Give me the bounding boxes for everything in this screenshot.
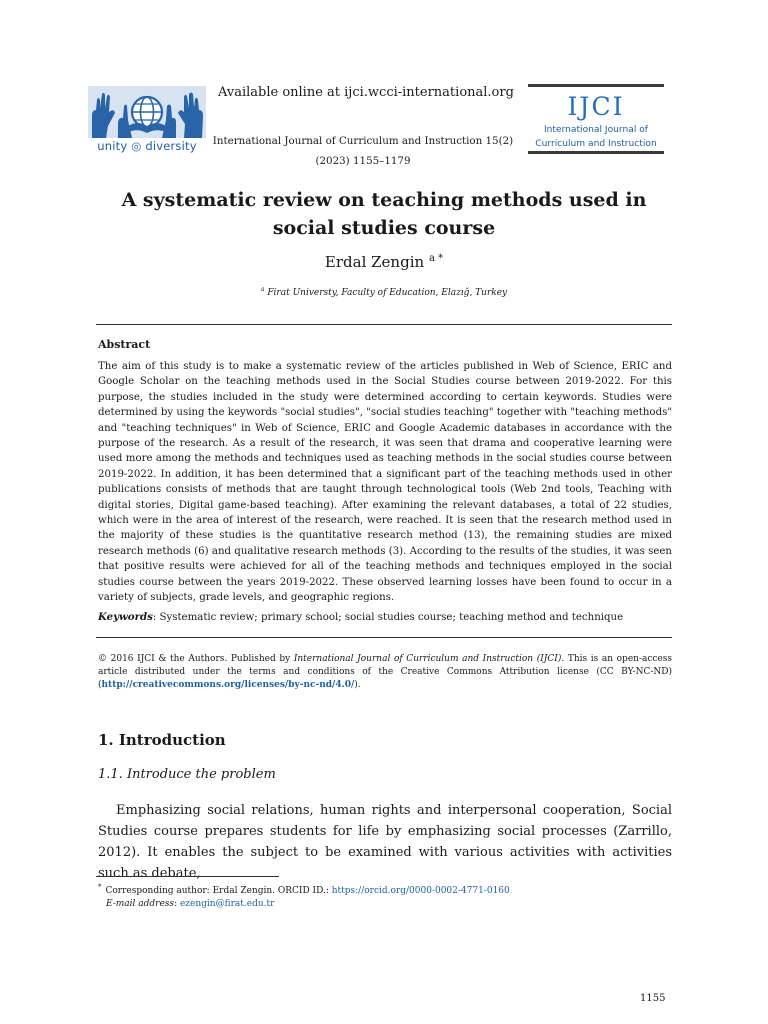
journal-citation: [208, 131, 518, 171]
divider-bottom: [96, 637, 672, 638]
license-middle: . This is an open-access article distributed under the terms and conditions of the Creative Commons Attribution license (CC BY-NC-ND) (: [98, 654, 672, 691]
journal-citation-line2: (2023) 1155–1179: [315, 155, 411, 167]
available-online-text: Available online at ijci.wcci-international.org: [218, 85, 514, 100]
section-heading-introduction: 1. Introduction: [98, 731, 226, 749]
license-journal: International Journal of Curriculum and Instruction (IJCI): [293, 654, 562, 664]
license-link[interactable]: http://creativecommons.org/licenses/by-nc-nd/4.0/: [101, 680, 355, 691]
unity-diversity-logo: [88, 86, 206, 156]
ijci-logo: [528, 84, 664, 154]
ijci-bottom-rule: [528, 151, 664, 154]
footnote-rule: [96, 876, 279, 877]
paper-title: [96, 186, 672, 242]
paper-title-line2: social studies course: [272, 217, 496, 239]
footnote-mark: *: [98, 883, 102, 891]
footnote: [98, 881, 672, 911]
license-statement: [98, 653, 672, 693]
orcid-link[interactable]: https://orcid.org/0000-0002-4771-0160: [331, 886, 510, 896]
divider-top: [96, 324, 672, 325]
abstract-heading: Abstract: [98, 338, 151, 351]
author-marks: a *: [428, 253, 444, 264]
license-suffix: ).: [354, 680, 361, 691]
logo-caption: unity ◎ diversity: [97, 139, 197, 153]
email-sep: :: [174, 899, 180, 909]
journal-citation-line1: International Journal of Curriculum and Instruction 15(2): [212, 135, 514, 147]
affiliation: [96, 286, 672, 298]
ijci-top-rule: [528, 84, 664, 87]
keywords-label: Keywords: [98, 611, 153, 623]
footnote-email: [98, 898, 672, 911]
license-prefix: © 2016 IJCI & the Authors. Published by: [98, 654, 294, 664]
abstract-body: The aim of this study is to make a systematic review of the articles published in Web of Science, ERIC and Google Scholar on the teaching methods used in the Social Studies course between 2019-2022. For this purpose, the studies included in the study were determined according to certain keywords. Studies were determined by using the keywords "social studies", "social studies teaching" together with "teaching methods" and "teaching techniques" in Web of Science, ERIC and Google Academic databases in accordance with the purpose of the research. As a result of the research, it was seen that drama and cooperative learning were used more among the methods and techniques used as teaching methods in the social studies course between 2019-2022. In addition, it has been determined that a significant part of the teaching methods used in other publications consists of methods that are taught through technological tools (Web 2nd tools, Teaching with digital stories, Digital game-based teaching). After examining the relevant databases, a total of 22 studies, which were in the area of interest of the research, were reached. It is seen that the research method used in the majority of these studies is the quantitative research method (13), the remaining studies are mixed research methods (6) and qualitative research methods (3). According to the results of the studies, it was seen that positive results were achieved for all of the teaching methods and techniques employed in the social studies course between the years 2019-2022. These observed learning losses have been found to occur in a variety of subjects, grade levels, and geographic regions.: [98, 361, 672, 604]
email-label: E-mail address: [106, 899, 175, 909]
ijci-subtitle-line1: International Journal of: [543, 125, 649, 135]
keywords: [98, 610, 672, 625]
paper-title-line1: A systematic review on teaching methods used in: [121, 189, 647, 211]
ijci-subtitle: [528, 124, 664, 151]
footnote-corresponding: [98, 881, 672, 898]
author-line: [96, 253, 672, 271]
keywords-text: : Systematic review; primary school; social studies course; teaching method and technique: [152, 612, 624, 623]
hands-globe-icon: [88, 86, 206, 138]
affiliation-mark: a: [260, 286, 265, 293]
page-number: 1155: [640, 993, 666, 1004]
author-name: Erdal Zengin: [324, 253, 425, 271]
ijci-title: IJCI: [567, 92, 625, 121]
email-link[interactable]: ezengin@firat.edu.tr: [179, 899, 275, 909]
footnote-corresponding-text: Corresponding author: Erdal Zengin. ORCID ID.:: [105, 886, 332, 896]
ijci-subtitle-line2: Curriculum and Instruction: [535, 138, 657, 149]
affiliation-text: Firat Universty, Faculty of Education, Elazığ, Turkey: [267, 288, 508, 298]
subsection-heading: 1.1. Introduce the problem: [98, 767, 276, 782]
intro-paragraph: Emphasizing social relations, human rights and interpersonal cooperation, Social Studies course prepares students for life by emphasizing social processes (Zarrillo, 2012). It enables the subject to be examined with various activities with activities such as debate,: [98, 803, 672, 881]
